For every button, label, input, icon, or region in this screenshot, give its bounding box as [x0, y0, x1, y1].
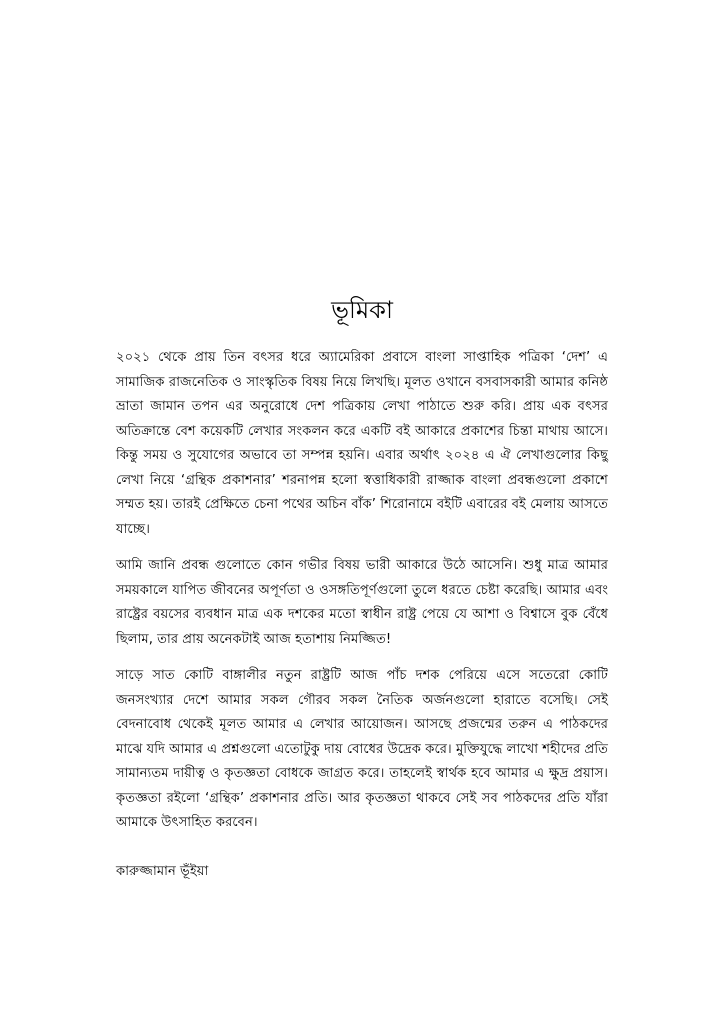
- author-signature: কারুজ্জামান ভূঁইয়া: [116, 864, 209, 879]
- paragraph: ২০২১ থেকে প্রায় তিন বৎসর ধরে অ্যামেরিকা প্রবাসে বাংলা সাপ্তাহিক পত্রিকা ‘দেশ’ এ সামাজিক রাজনেতিক ও সাংস্কৃতিক বিষয় নিয়ে লিখছি। মূলত ওখানে বসবাসকারী আমার কনিষ্ঠ ভ্রাতা জামান তপন এর অনুরোধে দেশ পত্রিকায় লেখা পাঠাতে শুরু করি। প্রায় এক বৎসর অতিক্রান্তে বেশ কয়েকটি লেখার সংকলন করে একটি বই আকারে প্রকাশের চিন্তা মাথায় আসে। কিন্তু সময় ও সুযোগের অভাবে তা সম্পন্ন হয়নি। এবার অর্থাৎ ২০২৪ এ ঐ লেখাগুলোর কিছু লেখা নিয়ে ‘গ্রন্থিক প্রকাশনার’ শরনাপন্ন হলো স্বত্তাধিকারী রাজ্জাক বাংলা প্রবন্ধগুলো প্রকাশে সম্মত হয়। তারই প্রেক্ষিতে চেনা পথের অচিন বাঁক’ শিরোনামে বইটি এবারের বই মেলায় আসতে যাচ্ছে।: [116, 350, 608, 537]
- paragraph: আমি জানি প্রবন্ধ গুলোতে কোন গভীর বিষয় ভারী আকারে উঠে আসেনি। শুধু মাত্র আমার সময়কালে যাপিত জীবনের অপূর্ণতা ও ওসঙ্গতিপূর্ণগুলো তুলে ধরতে চেষ্টা করেছি। আমার এবং রাষ্ট্রের বয়সের ব্যবধান মাত্র এক দশকের মতো স্বাধীন রাষ্ট্র পেয়ে যে আশা ও বিশ্বাসে বুক বেঁধে ছিলাম, তার প্রায় অনেকটাই আজ হতাশায় নিমজ্জিত!: [116, 558, 608, 647]
- page-title: ভূমিকা: [331, 296, 393, 324]
- paragraph: সাড়ে সাত কোটি বাঙ্গালীর নতুন রাষ্ট্রটি আজ পাঁচ দশক পেরিয়ে এসে সতেরো কোটি জনসংখ্যার দেশে আমার সকল গৌরব সকল নৈতিক অর্জনগুলো হারাতে বসেছি। সেই বেদনাবোধ থেকেই মূলত আমার এ লেখার আয়োজন। আসছে প্রজন্মের তরুন এ পাঠকদের মাঝে যদি আমার এ প্রশ্নগুলো এতোটুকু দায় বোধের উদ্রেক করে। মুক্তিযুদ্ধে লাখো শহীদের প্রতি সামান্যতম দায়ীত্ব ও কৃতজ্ঞতা বোধকে জাগ্রত করে। তাহলেই স্বার্থক হবে আমার এ ক্ষুদ্র প্রয়াস। কৃতজ্ঞতা রইলো ‘গ্রন্থিক’ প্রকাশনার প্রতি। আর কৃতজ্ঞতা থাকবে সেই সব পাঠকদের প্রতি যাঁরা আমাকে উৎসাহিত করবেন।: [116, 668, 608, 830]
- body-text: [116, 346, 608, 848]
